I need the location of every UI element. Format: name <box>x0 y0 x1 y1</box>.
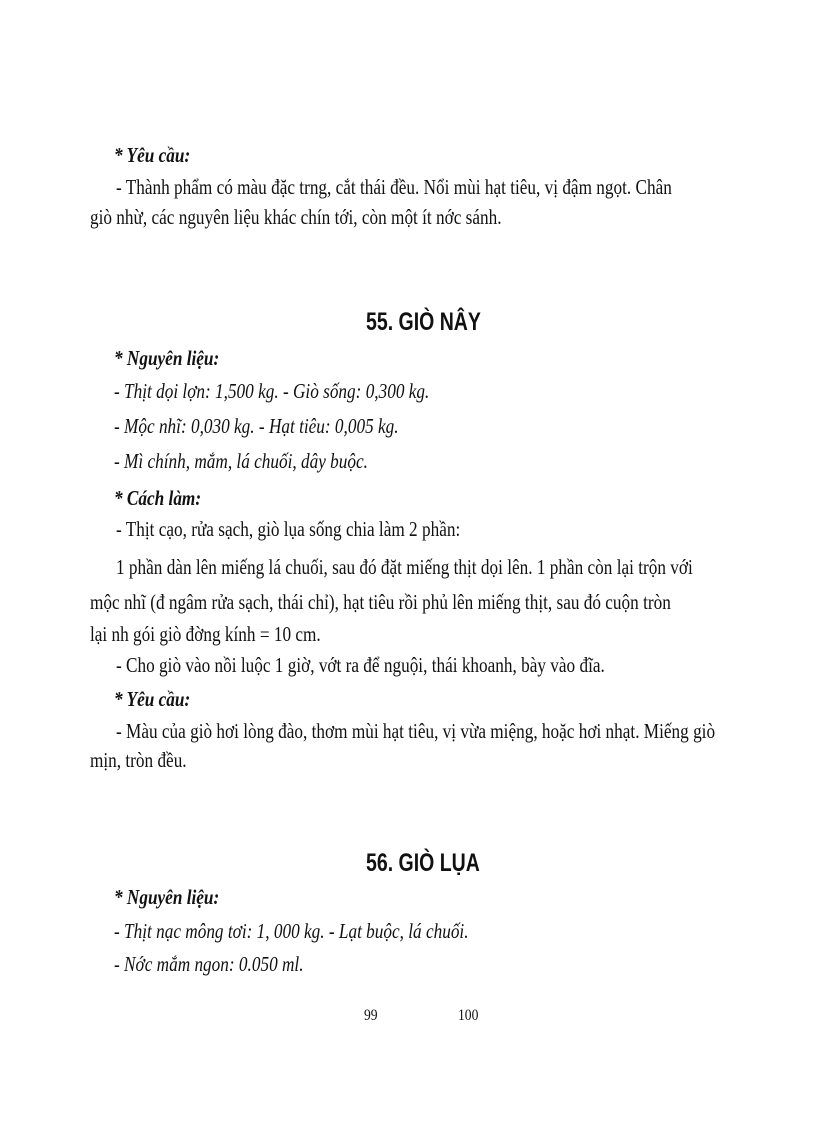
ingredient-line: - Mì chính, mắm, lá chuối, dây buộc. <box>114 449 368 473</box>
recipe-title: 55. GIÒ NÂY <box>366 308 481 336</box>
page-number-right: 100 <box>458 1007 479 1024</box>
recipe-title: 56. GIÒ LỤA <box>366 849 480 877</box>
ingredients-heading: * Nguyên liệu: <box>114 346 220 370</box>
requirements-text: giò nhừ, các nguyên liệu khác chín tới, còn một ít nớc sánh. <box>90 205 502 229</box>
ingredients-heading: * Nguyên liệu: <box>114 885 220 909</box>
ingredient-line: - Thịt dọi lợn: 1,500 kg. - Giò sống: 0,300 kg. <box>114 379 430 403</box>
requirements-text: mịn, tròn đều. <box>90 748 187 772</box>
requirements-text: - Màu của giò hơi lòng đào, thơm mùi hạt tiêu, vị vừa miệng, hoặc hơi nhạt. Miếng giò <box>116 719 716 743</box>
method-text: mộc nhĩ (đ ngâm rửa sạch, thái chỉ), hạt tiêu rồi phủ lên miếng thịt, sau đó cuộn tròn <box>90 590 671 614</box>
method-heading: * Cách làm: <box>114 486 202 510</box>
method-text: - Cho giò vào nồi luộc 1 giờ, vớt ra để nguội, thái khoanh, bày vào đĩa. <box>116 653 605 677</box>
ingredient-line: - Thịt nạc mông tơi: 1, 000 kg. - Lạt buộc, lá chuối. <box>114 919 469 943</box>
requirements-text: - Thành phẩm có màu đặc trng, cắt thái đều. Nổi mùi hạt tiêu, vị đậm ngọt. Chân <box>116 175 672 199</box>
method-text: 1 phần dàn lên miếng lá chuối, sau đó đặt miếng thịt dọi lên. 1 phần còn lại trộn với <box>116 555 693 579</box>
requirements-heading: * Yêu cầu: <box>114 143 191 167</box>
page-number-left: 99 <box>364 1007 378 1024</box>
requirements-heading: * Yêu cầu: <box>114 687 191 711</box>
ingredient-line: - Nớc mắm ngon: 0.050 ml. <box>114 952 304 976</box>
ingredient-line: - Mộc nhĩ: 0,030 kg. - Hạt tiêu: 0,005 kg. <box>114 414 399 438</box>
method-text: - Thịt cạo, rửa sạch, giò lụa sống chia làm 2 phần: <box>116 517 461 541</box>
method-text: lại nh gói giò đờng kính = 10 cm. <box>90 622 321 646</box>
